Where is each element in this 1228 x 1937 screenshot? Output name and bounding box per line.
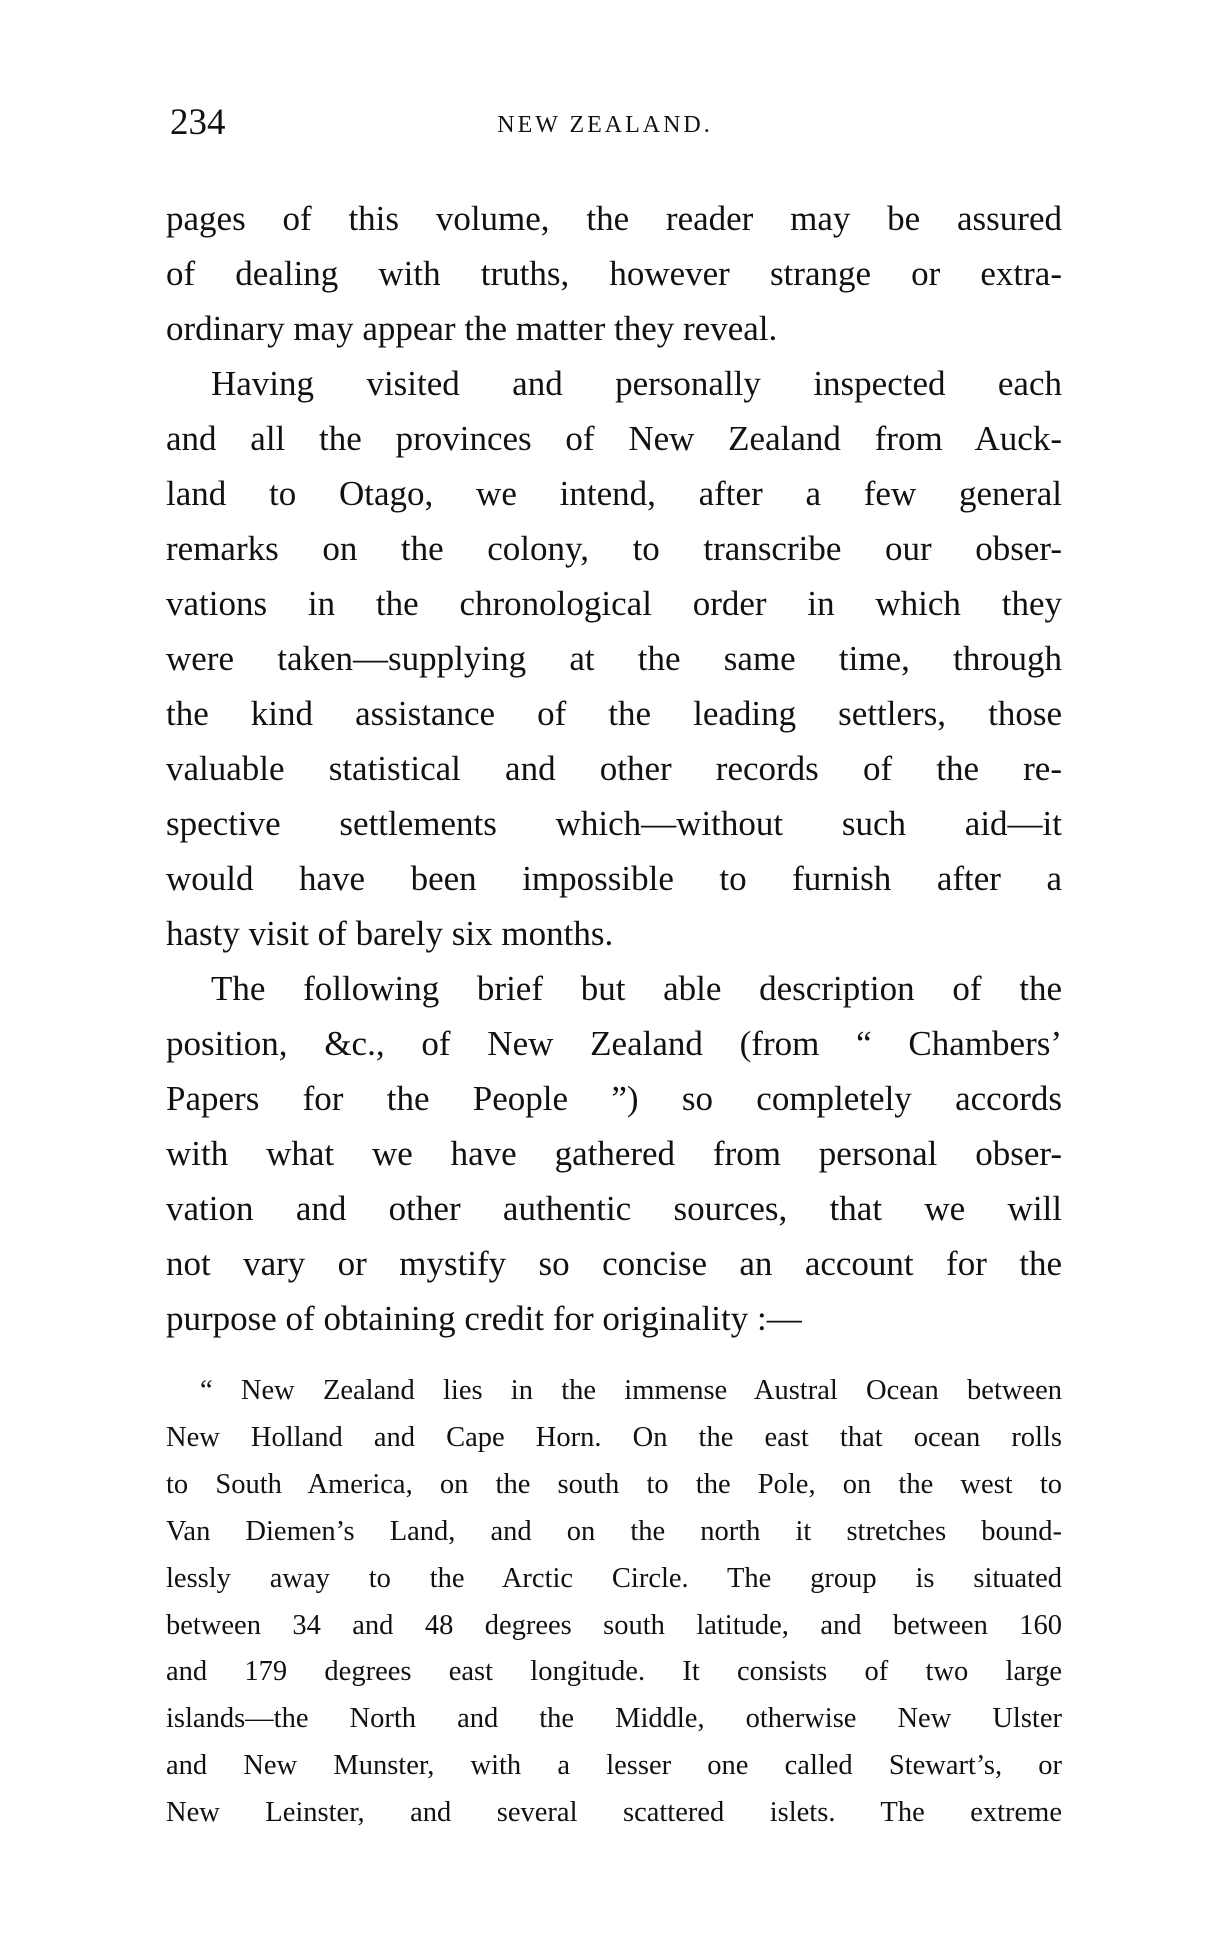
paragraph-1-line: of dealing with truths, however strange or extra-	[166, 254, 1062, 293]
block-quote	[166, 1368, 1062, 1837]
page-number: 234	[170, 102, 226, 143]
paragraph-2-line: vations in the chronological order in which they	[166, 584, 1062, 623]
quote-line: and New Munster, with a lesser one called Stewart’s, or	[166, 1750, 1062, 1782]
paragraph-2-line: were taken—supplying at the same time, through	[166, 639, 1062, 678]
quote-line: lessly away to the Arctic Circle. The group is situated	[166, 1562, 1062, 1594]
body-text	[166, 191, 1062, 1346]
quote-line: “ New Zealand lies in the immense Austral Ocean between	[200, 1375, 1062, 1406]
paragraph-3-line: The following brief but able description of the	[211, 969, 1062, 1008]
running-head: NEW ZEALAND.	[497, 112, 713, 138]
paragraph-2-line: Having visited and personally inspected each	[211, 364, 1062, 403]
quote-line: islands—the North and the Middle, otherwise New Ulster	[166, 1703, 1062, 1735]
quote-line: Van Diemen’s Land, and on the north it stretches bound-	[166, 1515, 1062, 1547]
quote-line: to South America, on the south to the Pole, on the west to	[166, 1468, 1062, 1500]
paragraph-2-line: the kind assistance of the leading settlers, those	[166, 694, 1062, 733]
paragraph-2-line: valuable statistical and other records of the re-	[166, 749, 1062, 788]
quote-line: New Holland and Cape Horn. On the east that ocean rolls	[166, 1421, 1062, 1453]
paragraph-3-line: position, &c., of New Zealand (from “ Chambers’	[166, 1024, 1062, 1063]
paragraph-2-line: and all the provinces of New Zealand from Auck-	[166, 419, 1062, 458]
paragraph-3-line: not vary or mystify so concise an account for the	[166, 1244, 1062, 1283]
quote-line: New Leinster, and several scattered islets. The extreme	[166, 1797, 1062, 1829]
paragraph-2-line: land to Otago, we intend, after a few general	[166, 474, 1062, 513]
paragraph-1-line: pages of this volume, the reader may be assured	[166, 199, 1062, 238]
paragraph-2-line: would have been impossible to furnish after a	[166, 859, 1062, 898]
paragraph-2-line: spective settlements which—without such aid—it	[166, 804, 1062, 843]
paragraph-3-line: vation and other authentic sources, that we will	[166, 1189, 1062, 1228]
quote-line: between 34 and 48 degrees south latitude, and between 160	[166, 1609, 1062, 1641]
quote-line: and 179 degrees east longitude. It consists of two large	[166, 1656, 1062, 1688]
paragraph-2-line: remarks on the colony, to transcribe our obser-	[166, 529, 1062, 568]
paragraph-1-line: ordinary may appear the matter they reveal.	[166, 309, 778, 348]
paragraph-2-line: hasty visit of barely six months.	[166, 914, 614, 953]
paragraph-3-line: with what we have gathered from personal obser-	[166, 1134, 1062, 1173]
paragraph-3-line: purpose of obtaining credit for originality :—	[166, 1299, 802, 1338]
paragraph-3-line: Papers for the People ”) so completely accords	[166, 1079, 1062, 1118]
